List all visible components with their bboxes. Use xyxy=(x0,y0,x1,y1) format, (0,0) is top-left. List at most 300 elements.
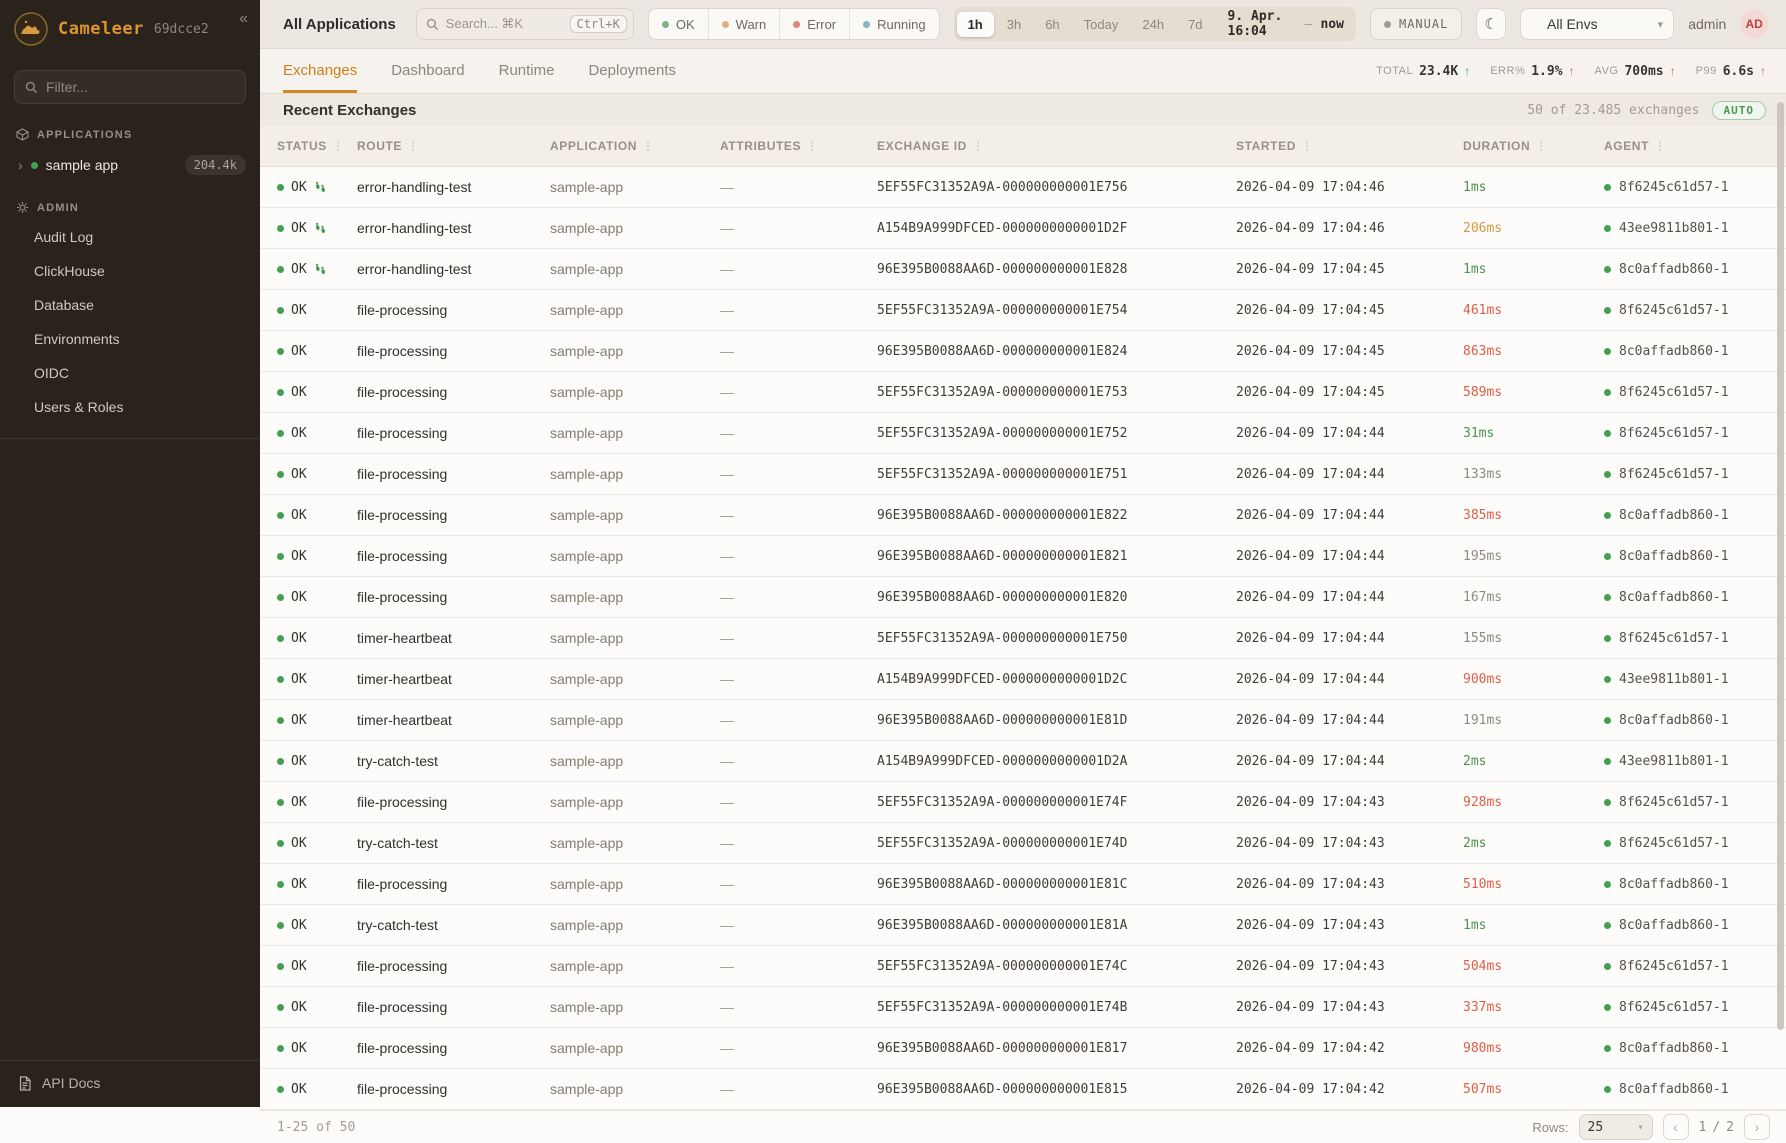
prev-page-button[interactable] xyxy=(1663,1114,1689,1140)
status-label: OK xyxy=(291,630,307,646)
route-cell: timer-heartbeat xyxy=(357,630,452,646)
duration-cell: 1ms xyxy=(1463,261,1487,277)
duration-cell: 589ms xyxy=(1463,384,1503,400)
agent-dot xyxy=(1604,717,1611,724)
status-cell xyxy=(277,467,357,482)
sidebar-item-oidc[interactable]: OIDC xyxy=(34,365,69,381)
ok-dot xyxy=(277,389,284,396)
application-cell: sample-app xyxy=(550,466,624,482)
column-label: STATUS xyxy=(277,139,327,153)
agent-id: 8c0affadb860-1 xyxy=(1619,876,1729,892)
started-cell: 2026-04-09 17:04:46 xyxy=(1236,179,1385,195)
tab-deployments[interactable]: Deployments xyxy=(588,62,677,79)
agent-dot xyxy=(1604,963,1611,970)
agent-dot xyxy=(1604,1086,1611,1093)
attributes-cell: — xyxy=(720,917,734,933)
table-row[interactable] xyxy=(260,823,1786,864)
range-today[interactable]: Today xyxy=(1083,16,1119,32)
table-row[interactable] xyxy=(260,700,1786,741)
table-row[interactable] xyxy=(260,741,1786,782)
table-row[interactable] xyxy=(260,290,1786,331)
exchange-id-cell: 5EF55FC31352A9A-000000000001E74D xyxy=(877,835,1128,851)
agent-cell xyxy=(1604,631,1786,646)
attributes-cell: — xyxy=(720,876,734,892)
table-row[interactable] xyxy=(260,618,1786,659)
started-cell: 2026-04-09 17:04:43 xyxy=(1236,835,1385,851)
ok-dot xyxy=(277,430,284,437)
route-cell: file-processing xyxy=(357,425,448,441)
ok-dot xyxy=(277,348,284,355)
status-cell xyxy=(277,385,357,400)
application-cell: sample-app xyxy=(550,794,624,810)
sidebar-collapse-button[interactable]: « xyxy=(239,10,248,27)
table-row[interactable] xyxy=(260,536,1786,577)
status-cell xyxy=(277,713,357,728)
agent-cell xyxy=(1604,836,1786,851)
agent-cell xyxy=(1604,672,1786,687)
table-row[interactable] xyxy=(260,659,1786,700)
filter-chip-warn[interactable] xyxy=(709,9,781,39)
agent-id: 8c0affadb860-1 xyxy=(1619,1040,1729,1056)
started-cell: 2026-04-09 17:04:44 xyxy=(1236,589,1385,605)
sample-app-label: sample app xyxy=(45,157,119,173)
stat-label: ERR% xyxy=(1490,65,1526,77)
application-cell: sample-app xyxy=(550,835,624,851)
filter-chip-error[interactable] xyxy=(780,9,850,39)
attributes-cell: — xyxy=(720,179,734,195)
ok-dot xyxy=(277,963,284,970)
application-cell: sample-app xyxy=(550,261,624,277)
attributes-cell: — xyxy=(720,794,734,810)
agent-dot xyxy=(1604,1004,1611,1011)
route-cell: timer-heartbeat xyxy=(357,712,452,728)
time-range-control xyxy=(954,7,1356,41)
table-row[interactable] xyxy=(260,864,1786,905)
trend-up-icon: ↑ xyxy=(1464,64,1471,78)
agent-cell xyxy=(1604,549,1786,564)
status-label: OK xyxy=(291,671,307,687)
agent-id: 8f6245c61d57-1 xyxy=(1619,384,1729,400)
attributes-cell: — xyxy=(720,1081,734,1097)
started-cell: 2026-04-09 17:04:44 xyxy=(1236,548,1385,564)
agent-dot xyxy=(1604,430,1611,437)
application-cell: sample-app xyxy=(550,958,624,974)
divider xyxy=(0,438,260,439)
started-cell: 2026-04-09 17:04:43 xyxy=(1236,958,1385,974)
route-cell: try-catch-test xyxy=(357,835,438,851)
sidebar-item-clickhouse[interactable]: ClickHouse xyxy=(34,263,105,279)
column-header-status[interactable] xyxy=(277,139,357,153)
agent-dot xyxy=(1604,922,1611,929)
range-7d[interactable]: 7d xyxy=(1188,16,1203,32)
attributes-cell: — xyxy=(720,589,734,605)
table-row[interactable] xyxy=(260,413,1786,454)
status-label: OK xyxy=(291,835,307,851)
column-header-agent[interactable] xyxy=(1604,139,1786,153)
status-dot xyxy=(662,21,669,28)
sidebar-item-audit-log[interactable]: Audit Log xyxy=(34,229,94,245)
column-label: EXCHANGE ID xyxy=(877,139,967,153)
auto-refresh-badge[interactable]: AUTO xyxy=(1712,101,1767,120)
started-cell: 2026-04-09 17:04:45 xyxy=(1236,261,1385,277)
trend-up-icon: ↑ xyxy=(1760,64,1766,78)
route-cell: file-processing xyxy=(357,1040,448,1056)
exchange-id-cell: 5EF55FC31352A9A-000000000001E753 xyxy=(877,384,1128,400)
exchange-id-cell: A154B9A999DFCED-0000000000001D2C xyxy=(877,671,1128,687)
status-label: OK xyxy=(291,1040,307,1056)
page-indicator xyxy=(1699,1120,1734,1135)
stat-err xyxy=(1490,64,1574,79)
route-cell: file-processing xyxy=(357,589,448,605)
attributes-cell: — xyxy=(720,671,734,687)
exchange-id-cell: 5EF55FC31352A9A-000000000001E750 xyxy=(877,630,1128,646)
status-cell xyxy=(277,549,357,564)
table-row[interactable] xyxy=(260,208,1786,249)
agent-id: 8c0affadb860-1 xyxy=(1619,712,1729,728)
exchange-id-cell: A154B9A999DFCED-0000000000001D2A xyxy=(877,753,1128,769)
agent-cell xyxy=(1604,467,1786,482)
route-cell: file-processing xyxy=(357,1081,448,1097)
application-cell: sample-app xyxy=(550,671,624,687)
search-icon xyxy=(426,18,439,31)
agent-cell xyxy=(1604,795,1786,810)
status-cell xyxy=(277,303,357,318)
table-row[interactable] xyxy=(260,372,1786,413)
ok-dot xyxy=(277,635,284,642)
status-label: OK xyxy=(291,999,307,1015)
status-cell xyxy=(277,508,357,523)
attributes-cell: — xyxy=(720,753,734,769)
agent-dot xyxy=(1604,881,1611,888)
status-dot xyxy=(722,21,729,28)
route-cell: timer-heartbeat xyxy=(357,671,452,687)
manual-label: MANUAL xyxy=(1398,17,1449,31)
ok-dot xyxy=(277,307,284,314)
column-header-attributes[interactable] xyxy=(720,139,877,153)
table-row[interactable] xyxy=(260,495,1786,536)
duration-cell: 504ms xyxy=(1463,958,1503,974)
sidebar-item-users-roles[interactable]: Users & Roles xyxy=(34,399,124,415)
agent-cell xyxy=(1604,918,1786,933)
route-cell: try-catch-test xyxy=(357,917,438,933)
agent-cell xyxy=(1604,180,1786,195)
applications-section-header xyxy=(0,110,260,147)
table-row[interactable] xyxy=(260,1028,1786,1069)
sort-icon: ⋮ xyxy=(807,140,818,152)
table-header-row xyxy=(260,126,1786,167)
agent-cell xyxy=(1604,385,1786,400)
agent-id: 8c0affadb860-1 xyxy=(1619,589,1729,605)
status-label: OK xyxy=(291,548,307,564)
tab-dashboard[interactable]: Dashboard xyxy=(391,62,465,79)
exchange-id-cell: 5EF55FC31352A9A-000000000001E752 xyxy=(877,425,1128,441)
footprints-icon xyxy=(314,222,327,235)
status-cell xyxy=(277,262,357,277)
column-label: STARTED xyxy=(1236,139,1296,153)
column-label: DURATION xyxy=(1463,139,1531,153)
exchange-id-cell: 5EF55FC31352A9A-000000000001E756 xyxy=(877,179,1128,195)
sidebar xyxy=(0,0,260,1107)
agent-dot xyxy=(1604,348,1611,355)
user-name: admin xyxy=(1688,16,1727,32)
table-row[interactable] xyxy=(260,987,1786,1028)
agent-cell xyxy=(1604,877,1786,892)
ok-dot xyxy=(277,758,284,765)
agent-cell xyxy=(1604,590,1786,605)
status-label: OK xyxy=(291,958,307,974)
agent-cell xyxy=(1604,1000,1786,1015)
started-cell: 2026-04-09 17:04:44 xyxy=(1236,507,1385,523)
sort-icon: ⋮ xyxy=(1655,140,1666,152)
duration-cell: 337ms xyxy=(1463,999,1503,1015)
duration-cell: 507ms xyxy=(1463,1081,1503,1097)
route-cell: error-handling-test xyxy=(357,220,472,236)
column-header-application[interactable] xyxy=(550,139,720,153)
status-cell xyxy=(277,1041,357,1056)
column-label: ATTRIBUTES xyxy=(720,139,802,153)
route-cell: error-handling-test xyxy=(357,261,472,277)
duration-cell: 195ms xyxy=(1463,548,1503,564)
agent-dot xyxy=(1604,799,1611,806)
exchange-count-summary: 50 of 23.485 exchanges xyxy=(1527,102,1700,118)
sort-icon: ⋮ xyxy=(1536,140,1547,152)
admin-nav-list xyxy=(0,220,260,424)
footprints-icon xyxy=(314,263,327,276)
exchange-id-cell: 96E395B0088AA6D-000000000001E824 xyxy=(877,343,1128,359)
agent-cell xyxy=(1604,262,1786,277)
status-filter-group xyxy=(648,8,940,40)
duration-cell: 167ms xyxy=(1463,589,1503,605)
table-row[interactable] xyxy=(260,167,1786,208)
route-cell: file-processing xyxy=(357,876,448,892)
topbar xyxy=(260,0,1786,49)
route-cell: error-handling-test xyxy=(357,179,472,195)
chevron-left-icon: ‹ xyxy=(1673,1119,1678,1135)
agent-id: 8c0affadb860-1 xyxy=(1619,507,1729,523)
tabs xyxy=(283,49,676,93)
route-cell: file-processing xyxy=(357,466,448,482)
exchange-id-cell: 5EF55FC31352A9A-000000000001E74B xyxy=(877,999,1128,1015)
filter-chip-running[interactable] xyxy=(850,9,938,39)
status-label: OK xyxy=(291,179,307,195)
range-6h[interactable]: 6h xyxy=(1045,16,1060,32)
table-row[interactable] xyxy=(260,577,1786,618)
exchange-id-cell: 96E395B0088AA6D-000000000001E817 xyxy=(877,1040,1128,1056)
attributes-cell: — xyxy=(720,302,734,318)
attributes-cell: — xyxy=(720,466,734,482)
status-cell xyxy=(277,426,357,441)
main-content xyxy=(260,0,1786,1135)
exchange-id-cell: 96E395B0088AA6D-000000000001E81C xyxy=(877,876,1128,892)
exchange-id-cell: 5EF55FC31352A9A-000000000001E754 xyxy=(877,302,1128,318)
agent-id: 8c0affadb860-1 xyxy=(1619,343,1729,359)
agent-dot xyxy=(1604,594,1611,601)
agent-dot xyxy=(1604,389,1611,396)
application-cell: sample-app xyxy=(550,753,624,769)
application-cell: sample-app xyxy=(550,712,624,728)
admin-section-header xyxy=(0,183,260,220)
ok-dot xyxy=(277,512,284,519)
status-cell xyxy=(277,918,357,933)
agent-id: 8f6245c61d57-1 xyxy=(1619,425,1729,441)
search-input[interactable] xyxy=(416,8,634,40)
started-cell: 2026-04-09 17:04:44 xyxy=(1236,466,1385,482)
status-dot xyxy=(793,21,800,28)
build-hash: 69dcce2 xyxy=(153,21,209,37)
attributes-cell: — xyxy=(720,548,734,564)
stat-label: TOTAL xyxy=(1376,65,1414,77)
table-row[interactable] xyxy=(260,1069,1786,1110)
avatar[interactable]: AD xyxy=(1740,9,1768,39)
ok-dot xyxy=(277,225,284,232)
status-cell xyxy=(277,590,357,605)
application-cell: sample-app xyxy=(550,630,624,646)
attributes-cell: — xyxy=(720,507,734,523)
total-pages: 2 xyxy=(1726,1119,1734,1135)
agent-id: 8c0affadb860-1 xyxy=(1619,1081,1729,1097)
api-docs-link[interactable] xyxy=(0,1060,260,1107)
table-row[interactable] xyxy=(260,946,1786,987)
application-cell: sample-app xyxy=(550,384,624,400)
exchange-id-cell: 96E395B0088AA6D-000000000001E822 xyxy=(877,507,1128,523)
section-header xyxy=(260,94,1786,126)
tabbar xyxy=(260,49,1786,94)
started-cell: 2026-04-09 17:04:46 xyxy=(1236,220,1385,236)
route-cell: file-processing xyxy=(357,507,448,523)
application-cell: sample-app xyxy=(550,302,624,318)
status-label: OK xyxy=(291,302,307,318)
sidebar-item-environments[interactable]: Environments xyxy=(34,331,120,347)
duration-cell: 2ms xyxy=(1463,753,1487,769)
route-cell: file-processing xyxy=(357,958,448,974)
application-cell: sample-app xyxy=(550,876,624,892)
column-header-route[interactable] xyxy=(357,139,550,153)
footprints-icon xyxy=(314,181,327,194)
range-24h[interactable]: 24h xyxy=(1142,16,1165,32)
sidebar-item-sample-app[interactable] xyxy=(0,147,260,183)
column-label: AGENT xyxy=(1604,139,1649,153)
route-cell: file-processing xyxy=(357,302,448,318)
search-icon xyxy=(25,81,38,94)
document-icon xyxy=(18,1076,32,1091)
agent-cell xyxy=(1604,959,1786,974)
ok-dot xyxy=(277,676,284,683)
attributes-cell: — xyxy=(720,999,734,1015)
application-cell: sample-app xyxy=(550,343,624,359)
status-cell xyxy=(277,631,357,646)
status-cell xyxy=(277,754,357,769)
agent-cell xyxy=(1604,221,1786,236)
filter-chip-ok[interactable] xyxy=(649,9,709,39)
ok-dot xyxy=(277,1086,284,1093)
table-row[interactable] xyxy=(260,905,1786,946)
started-cell: 2026-04-09 17:04:45 xyxy=(1236,302,1385,318)
stat-value: 1.9% xyxy=(1531,63,1563,79)
api-docs-label: API Docs xyxy=(42,1075,101,1091)
refresh-mode-button[interactable] xyxy=(1370,8,1462,40)
ok-dot xyxy=(277,717,284,724)
ok-dot xyxy=(277,922,284,929)
status-cell xyxy=(277,877,357,892)
tab-exchanges[interactable]: Exchanges xyxy=(283,49,357,93)
ok-dot xyxy=(277,840,284,847)
status-label: OK xyxy=(291,753,307,769)
route-cell: file-processing xyxy=(357,794,448,810)
table-row[interactable] xyxy=(260,249,1786,290)
column-header-started[interactable] xyxy=(1236,139,1463,153)
duration-cell: 980ms xyxy=(1463,1040,1503,1056)
attributes-cell: — xyxy=(720,958,734,974)
table-row[interactable] xyxy=(260,454,1786,495)
started-cell: 2026-04-09 17:04:44 xyxy=(1236,753,1385,769)
stat-value: 23.4K xyxy=(1419,63,1459,79)
ok-dot xyxy=(277,881,284,888)
sidebar-item-database[interactable]: Database xyxy=(34,297,94,313)
status-cell xyxy=(277,836,357,851)
exchange-id-cell: A154B9A999DFCED-0000000000001D2F xyxy=(877,220,1128,236)
time-window[interactable] xyxy=(1228,9,1344,39)
pagination-range: 1-25 of 50 xyxy=(277,1119,356,1135)
moon-icon: ☾ xyxy=(1484,16,1498,33)
attributes-cell: — xyxy=(720,425,734,441)
filter-chip-label: Running xyxy=(877,16,926,32)
filter-placeholder: Filter... xyxy=(46,79,89,95)
stat-value: 6.6s xyxy=(1722,63,1754,79)
environment-select[interactable] xyxy=(1520,8,1674,40)
filter-chip-label: OK xyxy=(675,16,695,32)
application-cell: sample-app xyxy=(550,999,624,1015)
column-header-exchange-id[interactable] xyxy=(877,139,1236,153)
range-1h[interactable]: 1h xyxy=(957,12,994,37)
tab-runtime[interactable]: Runtime xyxy=(498,62,555,79)
duration-cell: 191ms xyxy=(1463,712,1503,728)
application-cell: sample-app xyxy=(550,548,624,564)
attributes-cell: — xyxy=(720,835,734,851)
manual-dot xyxy=(1384,21,1391,28)
range-3h[interactable]: 3h xyxy=(1006,16,1022,32)
ok-dot xyxy=(277,184,284,191)
page-separator: / xyxy=(1712,1119,1721,1135)
rows-per-page-select[interactable] xyxy=(1579,1114,1653,1140)
agent-cell xyxy=(1604,426,1786,441)
column-header-duration[interactable] xyxy=(1463,139,1604,153)
duration-cell: 900ms xyxy=(1463,671,1503,687)
started-cell: 2026-04-09 17:04:43 xyxy=(1236,999,1385,1015)
cube-icon xyxy=(16,128,29,141)
theme-toggle-button[interactable] xyxy=(1476,8,1506,40)
agent-dot xyxy=(1604,553,1611,560)
next-page-button[interactable] xyxy=(1744,1114,1770,1140)
table-row[interactable] xyxy=(260,331,1786,372)
started-cell: 2026-04-09 17:04:42 xyxy=(1236,1040,1385,1056)
route-cell: try-catch-test xyxy=(357,753,438,769)
table-row[interactable] xyxy=(260,782,1786,823)
application-cell: sample-app xyxy=(550,507,624,523)
status-label: OK xyxy=(291,220,307,236)
exchange-id-cell: 96E395B0088AA6D-000000000001E821 xyxy=(877,548,1128,564)
started-cell: 2026-04-09 17:04:43 xyxy=(1236,876,1385,892)
sidebar-filter-input[interactable] xyxy=(14,70,246,104)
started-cell: 2026-04-09 17:04:42 xyxy=(1236,1081,1385,1097)
stat-label: AVG xyxy=(1594,65,1619,77)
agent-id: 8f6245c61d57-1 xyxy=(1619,630,1729,646)
agent-dot xyxy=(1604,307,1611,314)
application-cell: sample-app xyxy=(550,220,624,236)
status-label: OK xyxy=(291,261,307,277)
vertical-scrollbar[interactable] xyxy=(1777,102,1784,1030)
started-cell: 2026-04-09 17:04:44 xyxy=(1236,425,1385,441)
attributes-cell: — xyxy=(720,384,734,400)
